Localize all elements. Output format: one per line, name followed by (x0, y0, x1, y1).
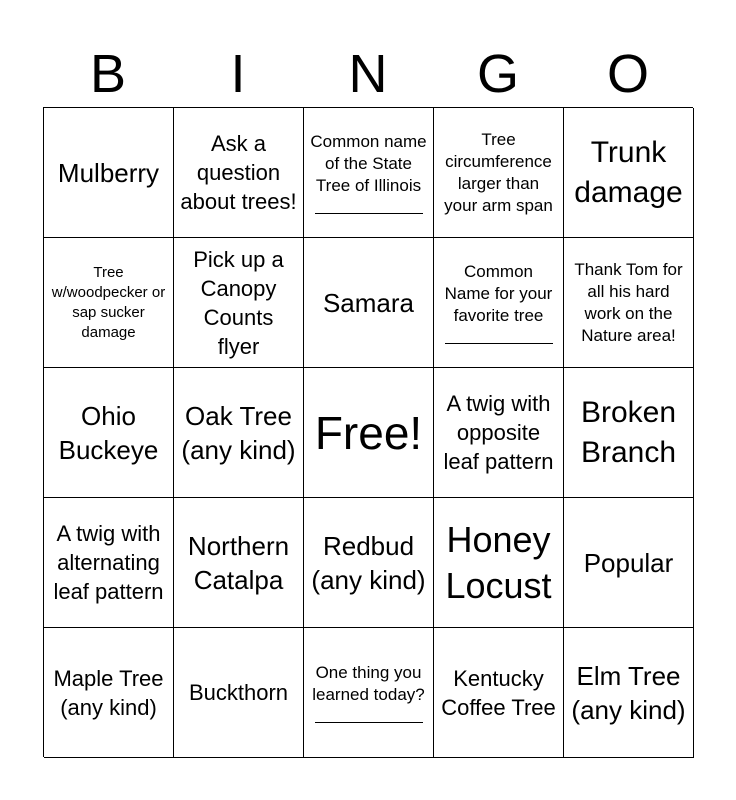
bingo-grid (43, 107, 693, 757)
cell-thank-tom[interactable] (564, 238, 694, 368)
cell-northern-catalpa[interactable] (174, 498, 304, 628)
cell-state-tree-illinois[interactable] (304, 108, 434, 238)
answer-blank-line (445, 327, 553, 344)
cell-text: Oak Tree (any kind) (181, 400, 296, 465)
cell-text: Northern Catalpa (187, 530, 290, 595)
cell-text: Elm Tree (any kind) (571, 660, 686, 725)
cell-text: Trunk damage (574, 135, 683, 209)
cell-text: Popular (583, 547, 674, 578)
header-letter-n: N (348, 44, 388, 104)
cell-text: Ohio Buckeye (58, 400, 159, 465)
cell-redbud[interactable] (304, 498, 434, 628)
cell-text: One thing you learned today? (312, 663, 425, 704)
cell-buckthorn[interactable] (174, 628, 304, 758)
cell-oak-tree[interactable] (174, 368, 304, 498)
cell-text: Mulberry (57, 157, 160, 188)
header-letter-i: I (230, 44, 246, 104)
cell-honey-locust[interactable] (434, 498, 564, 628)
cell-text: Buckthorn (188, 680, 289, 705)
cell-popular[interactable] (564, 498, 694, 628)
cell-text: Redbud (any kind) (311, 530, 426, 595)
cell-trunk-damage[interactable] (564, 108, 694, 238)
cell-text: Tree circumference larger than your arm span (444, 129, 553, 215)
cell-favorite-tree[interactable] (434, 238, 564, 368)
answer-blank-line (315, 706, 423, 723)
cell-tree-circumference[interactable] (434, 108, 564, 238)
cell-text: Maple Tree (any kind) (53, 665, 164, 720)
cell-broken-branch[interactable] (564, 368, 694, 498)
cell-kentucky-coffee-tree[interactable] (434, 628, 564, 758)
header-letter-b: B (89, 44, 127, 104)
cell-text: Broken Branch (580, 395, 677, 469)
cell-text: Pick up a Canopy Counts flyer (193, 246, 284, 359)
cell-text: Samara (322, 287, 415, 318)
cell-text: Common name of the State Tree of Illinois (310, 132, 427, 195)
cell-text: A twig with alternating leaf pattern (53, 521, 164, 604)
cell-free-space[interactable] (304, 368, 434, 498)
cell-ohio-buckeye[interactable] (44, 368, 174, 498)
cell-text: A twig with opposite leaf pattern (443, 391, 554, 474)
cell-maple-tree[interactable] (44, 628, 174, 758)
header-letter-o: O (606, 44, 649, 104)
cell-text: Thank Tom for all his hard work on the Nature area! (574, 259, 683, 345)
cell-mulberry[interactable] (44, 108, 174, 238)
cell-woodpecker-damage[interactable] (44, 238, 174, 368)
cell-text: Tree w/woodpecker or sap sucker damage (51, 263, 166, 341)
cell-thing-learned[interactable] (304, 628, 434, 758)
cell-canopy-counts-flyer[interactable] (174, 238, 304, 368)
answer-blank-line (315, 197, 423, 214)
cell-text: Kentucky Coffee Tree (441, 665, 556, 720)
cell-samara[interactable] (304, 238, 434, 368)
cell-text: Honey Locust (445, 518, 552, 606)
cell-opposite-leaf[interactable] (434, 368, 564, 498)
cell-elm-tree[interactable] (564, 628, 694, 758)
bingo-header (43, 40, 693, 108)
cell-ask-question[interactable] (174, 108, 304, 238)
cell-text: Ask a question about trees! (180, 131, 297, 214)
cell-text: Common Name for your favorite tree (444, 262, 553, 325)
cell-alternating-leaf[interactable] (44, 498, 174, 628)
cell-text: Free! (314, 406, 423, 459)
header-letter-g: G (476, 44, 519, 104)
